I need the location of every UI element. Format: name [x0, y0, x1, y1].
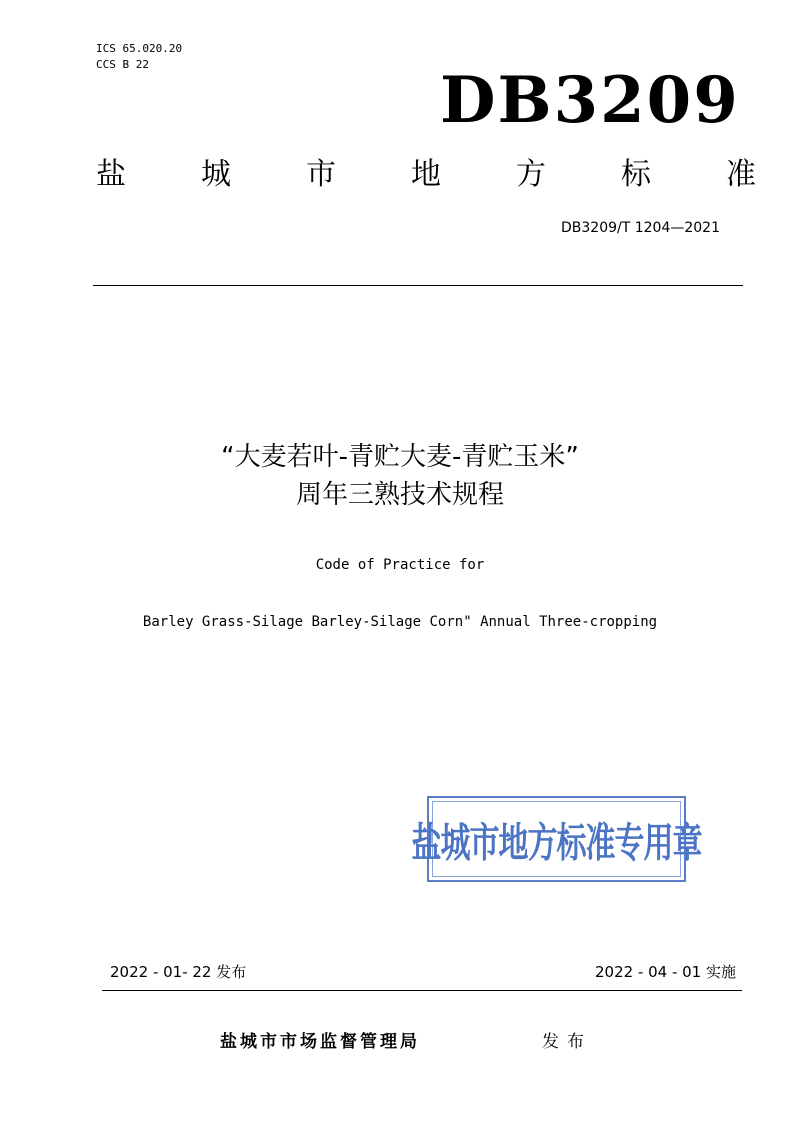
standard-type-char: 准 [726, 157, 756, 192]
ics-code: ICS 65.020.20 [96, 42, 183, 55]
chinese-title [0, 438, 800, 514]
standard-code: DB3209 [440, 63, 740, 138]
standard-type-char: 城 [201, 157, 231, 192]
top-divider [93, 285, 743, 286]
standard-type-title [96, 155, 756, 195]
standard-type-char: 市 [306, 157, 336, 192]
seal-text: 盐城市地方标准专用章 [411, 820, 702, 868]
chinese-title-line-1: “大麦若叶-青贮大麦-青贮玉米” [221, 442, 579, 472]
standard-type-char: 方 [516, 157, 546, 192]
ccs-code: CCS B 22 [96, 58, 149, 71]
standard-type-char: 标 [621, 157, 651, 192]
implementation-date: 2022 - 04 - 01 实施 [594, 963, 736, 981]
bottom-divider [102, 990, 742, 991]
issuing-authority: 盐城市市场监督管理局 [220, 1032, 420, 1052]
standard-number: DB3209/T 1204—2021 [561, 220, 720, 236]
official-seal [411, 796, 702, 882]
english-title-line-2: Barley Grass-Silage Barley-Silage Corn" Annual Three-cropping [142, 614, 658, 630]
english-title-line-1: Code of Practice for [315, 557, 485, 573]
issue-date: 2022 - 01- 22 发布 [110, 963, 247, 981]
issue-label: 发布 [542, 1032, 592, 1052]
chinese-title-line-2: 周年三熟技术规程 [295, 480, 504, 510]
classification-block [96, 41, 182, 73]
standard-type-char: 盐 [96, 157, 126, 192]
standard-type-char: 地 [411, 157, 441, 192]
